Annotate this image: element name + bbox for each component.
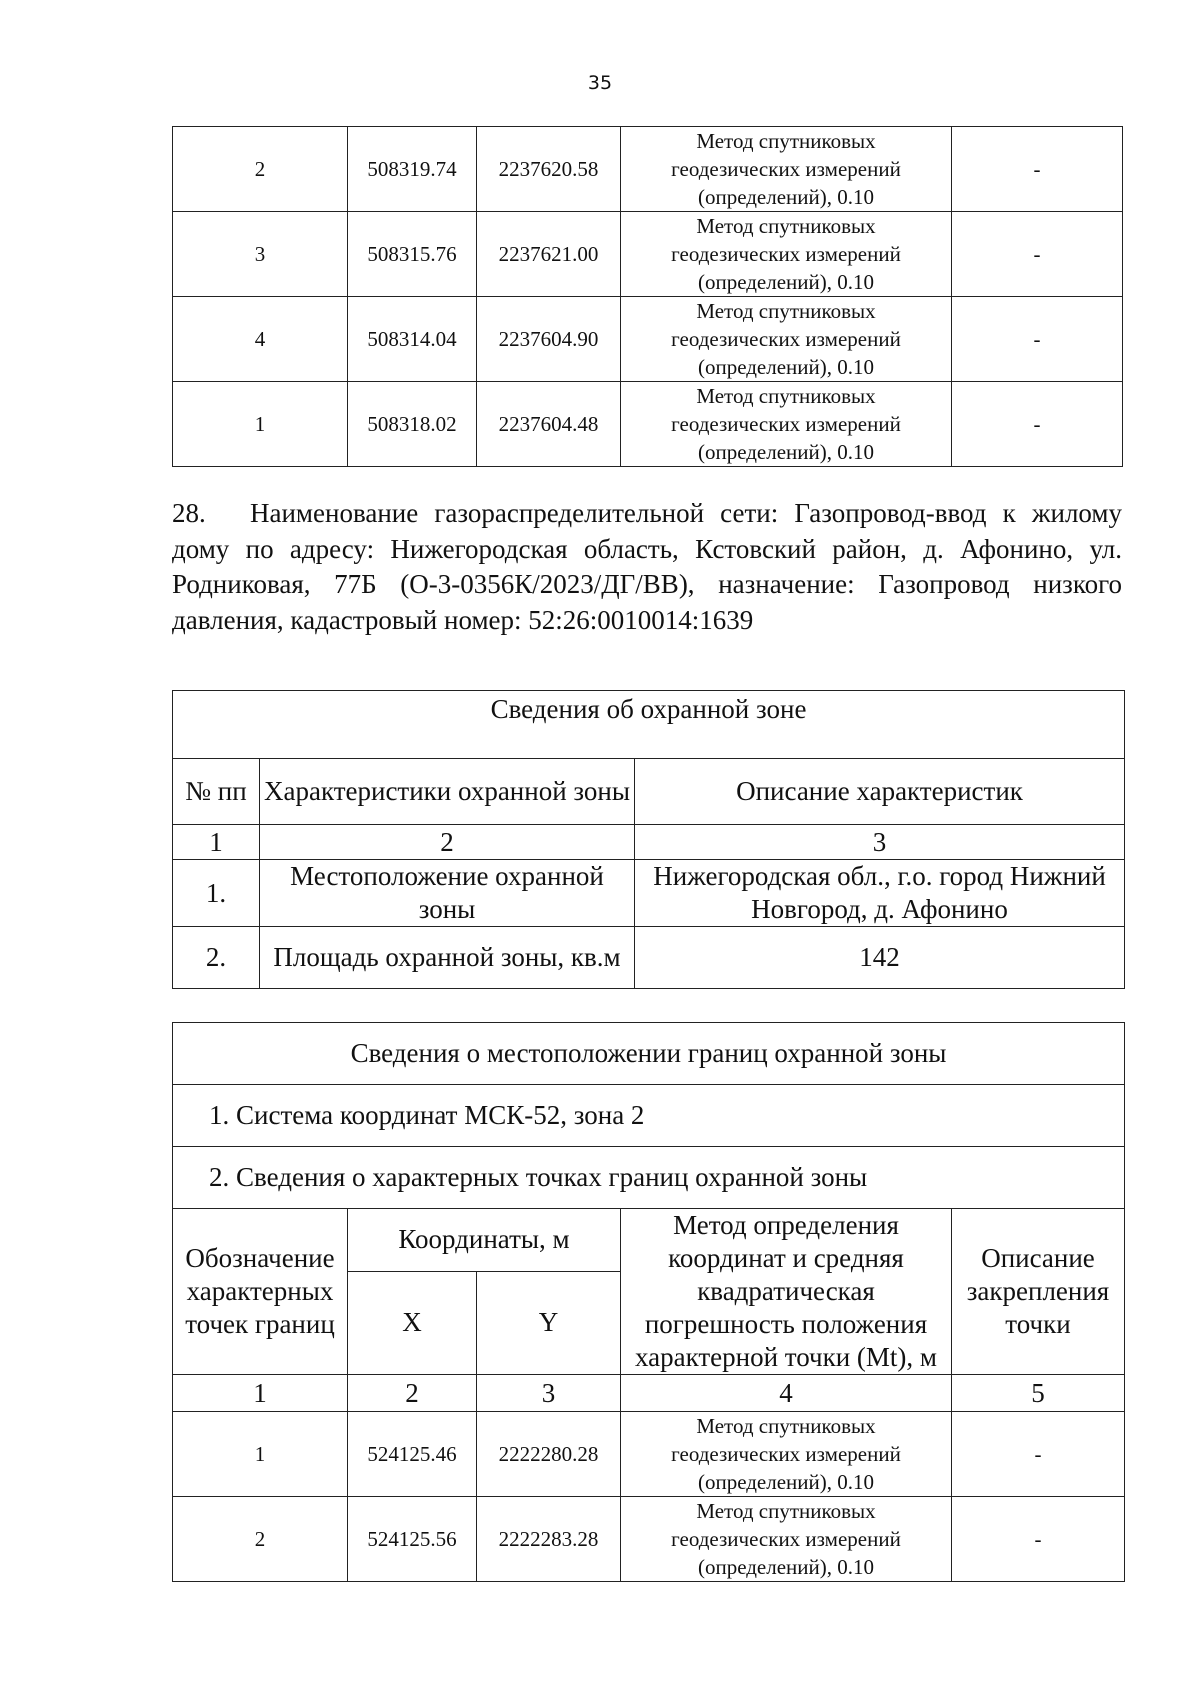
table-row	[173, 927, 1125, 989]
header-description: Описание характеристик	[635, 759, 1125, 825]
column-number: 2	[348, 1375, 477, 1412]
point-y: 2222283.28	[477, 1497, 621, 1582]
table-row	[173, 1412, 1125, 1497]
boundaries-table-title: Сведения о местоположении границ охранной зоны	[173, 1023, 1125, 1085]
point-y: 2237604.48	[477, 382, 621, 467]
point-id: 1	[173, 1412, 348, 1497]
points-info-line: 2. Сведения о характерных точках границ охранной зоны	[173, 1147, 1125, 1209]
continued-points-table	[172, 126, 1123, 467]
point-id: 2	[173, 1497, 348, 1582]
header-y: Y	[477, 1271, 621, 1374]
header-x: X	[348, 1271, 477, 1374]
point-x: 508319.74	[348, 127, 477, 212]
column-number: 1	[173, 825, 260, 860]
point-id: 3	[173, 212, 348, 297]
point-x: 508314.04	[348, 297, 477, 382]
point-x: 524125.56	[348, 1497, 477, 1582]
boundaries-table	[172, 1022, 1125, 1582]
page-number: 35	[587, 72, 613, 94]
point-y: 2222280.28	[477, 1412, 621, 1497]
point-method: Метод спутниковых геодезических измерений (определений), 0.10	[621, 382, 952, 467]
point-x: 508315.76	[348, 212, 477, 297]
header-characteristics: Характеристики охранной зоны	[260, 759, 635, 825]
point-x: 524125.46	[348, 1412, 477, 1497]
table-row	[173, 127, 1123, 212]
point-x: 508318.02	[348, 382, 477, 467]
point-fix: -	[952, 297, 1123, 382]
point-method: Метод спутниковых геодезических измерений (определений), 0.10	[621, 297, 952, 382]
section-paragraph	[172, 496, 1122, 638]
header-designation: Обозначение характерных точек границ	[173, 1209, 348, 1375]
section-number: 28.	[172, 498, 206, 528]
header-number: № пп	[173, 759, 260, 825]
point-y: 2237604.90	[477, 297, 621, 382]
protection-zone-table	[172, 690, 1125, 989]
point-id: 2	[173, 127, 348, 212]
header-fix-description: Описание закрепления точки	[952, 1209, 1125, 1375]
point-id: 1	[173, 382, 348, 467]
column-number: 1	[173, 1375, 348, 1412]
point-fix: -	[952, 1497, 1125, 1582]
table-row	[173, 382, 1123, 467]
coordinate-system-line: 1. Система координат МСК-52, зона 2	[173, 1085, 1125, 1147]
table-row	[173, 297, 1123, 382]
table-row	[173, 1497, 1125, 1582]
point-id: 4	[173, 297, 348, 382]
row-characteristic: Местоположение охранной зоны	[260, 860, 635, 927]
header-coordinates: Координаты, м	[348, 1209, 621, 1272]
column-number: 4	[621, 1375, 952, 1412]
row-characteristic: Площадь охранной зоны, кв.м	[260, 927, 635, 989]
point-fix: -	[952, 212, 1123, 297]
column-number: 5	[952, 1375, 1125, 1412]
table-row	[173, 212, 1123, 297]
point-y: 2237621.00	[477, 212, 621, 297]
zone-table-title: Сведения об охранной зоне	[173, 691, 1125, 759]
header-method: Метод определения координат и средняя квадратическая погрешность положения характерной точки (Mt), м	[621, 1209, 952, 1375]
point-method: Метод спутниковых геодезических измерений (определений), 0.10	[621, 212, 952, 297]
row-description: Нижегородская обл., г.о. город Нижний Новгород, д. Афонино	[635, 860, 1125, 927]
column-number: 3	[635, 825, 1125, 860]
point-method: Метод спутниковых геодезических измерений (определений), 0.10	[621, 1497, 952, 1582]
point-method: Метод спутниковых геодезических измерений (определений), 0.10	[621, 1412, 952, 1497]
table-row	[173, 860, 1125, 927]
column-number: 2	[260, 825, 635, 860]
point-fix: -	[952, 127, 1123, 212]
row-number: 2.	[173, 927, 260, 989]
point-fix: -	[952, 382, 1123, 467]
point-fix: -	[952, 1412, 1125, 1497]
row-number: 1.	[173, 860, 260, 927]
section-text: Наименование газораспределительной сети: Газопровод-ввод к жилому дому по адресу: Нижегородская область, Кстовский район, д. Афонино, ул. Родниковая, 77Б (О-3-0356К/2023/ДГ/ВВ), назначение: Газопровод низкого давления, кадастровый номер: 52:26:0010014:1639	[172, 498, 1122, 635]
column-number: 3	[477, 1375, 621, 1412]
row-description: 142	[635, 927, 1125, 989]
point-method: Метод спутниковых геодезических измерений (определений), 0.10	[621, 127, 952, 212]
point-y: 2237620.58	[477, 127, 621, 212]
